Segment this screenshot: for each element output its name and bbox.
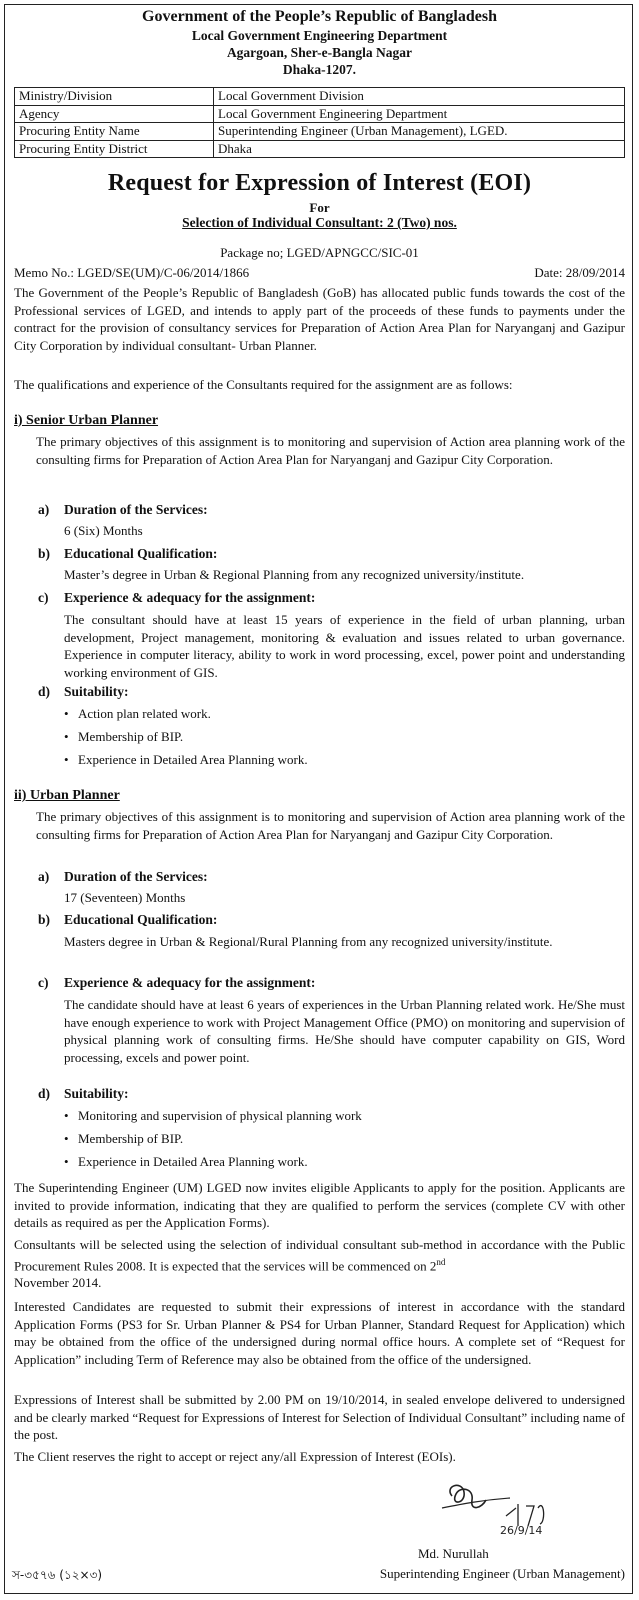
table-value: Local Government Division: [214, 88, 625, 106]
table-row: [15, 105, 625, 123]
section-objective: The primary objectives of this assignment is to monitoring and supervision of Action area planning work of the consulting firms for Preparation of Action Area Plan for Naryanganj and Gazipur City Corporation.: [36, 809, 625, 842]
for-label: For: [309, 200, 330, 215]
item-letter: c): [38, 975, 49, 990]
item-title: Duration of the Services:: [64, 502, 208, 517]
list-item: • Monitoring and supervision of physical planning work: [78, 1108, 362, 1124]
item-title: Experience & adequacy for the assignment:: [64, 590, 316, 605]
footer-code: স-৩৫৭৬ (১২×৩): [12, 1568, 103, 1582]
section-objective: The primary objectives of this assignment is to monitoring and supervision of Action area planning work of the consulting firms for Preparation of Action Area Plan for Naryanganj and Gazipur City Corporation.: [36, 434, 625, 467]
item-text: 6 (Six) Months: [64, 523, 143, 538]
page-title: Request for Expression of Interest (EOI): [107, 170, 532, 196]
header-address: Agargoan, Sher-e-Bangla Nagar: [226, 45, 413, 60]
table-label: Agency: [15, 105, 214, 123]
memo-number: Memo No.: LGED/SE(UM)/C-06/2014/1866: [14, 265, 250, 280]
signatory-designation: Superintending Engineer (Urban Management): [379, 1566, 625, 1581]
item-title: Duration of the Services:: [64, 869, 208, 884]
qualification-intro: The qualifications and experience of the Consultants required for the assignment are as follows:: [14, 377, 513, 392]
list-item: • Experience in Detailed Area Planning work.: [78, 1154, 308, 1170]
item-text: 17 (Seventeen) Months: [64, 890, 186, 905]
section-heading: ii) Urban Planner: [14, 788, 120, 803]
list-item: • Membership of BIP.: [78, 729, 183, 745]
method-paragraph: [14, 1236, 625, 1275]
selection-heading: Selection of Individual Consultant: 2 (Two) nos.: [182, 215, 457, 230]
list-item: • Membership of BIP.: [78, 1131, 183, 1147]
item-text: The candidate should have at least 6 years of experiences in the Urban Planning related work. He/She must have enough experience to work with Project Management Office (PMO) on monitoring and supervision of physical planning work of consulting firms. He/She should have computer capability on GIS, Word processing, excels and power point.: [64, 997, 625, 1065]
package-number: Package no; LGED/APNGCC/SIC-01: [220, 245, 419, 260]
invite-paragraph: The Superintending Engineer (UM) LGED now invites eligible Applicants to apply for the position. Applicants are invited to provide information, indicating that they are qualified to perform the services (complete CV with other details as required as per the Application Forms).: [14, 1180, 625, 1231]
header-government: Government of the People’s Republic of Bangladesh: [142, 8, 497, 25]
procuring-info-table: [14, 87, 625, 158]
table-value: Local Government Engineering Department: [214, 105, 625, 123]
forms-paragraph: Interested Candidates are requested to submit their expressions of interest in accordance with the standard Application Forms (PS3 for Sr. Urban Planner & PS4 for Urban Planner, Standard Request for Application) which may be obtained from the office of the undersigned during normal office hours. A complete set of “Request for Application” including Term of Reference may also be obtained from the office of the undersigned.: [14, 1299, 625, 1367]
table-row: [15, 123, 625, 141]
item-text: Masters degree in Urban & Regional/Rural Planning from any recognized university/institute.: [64, 934, 553, 949]
list-item: • Action plan related work.: [78, 706, 211, 722]
table-value: Dhaka: [214, 140, 625, 158]
method-text: Consultants will be selected using the selection of individual consultant sub-method in accordance with the Public Procurement Rules 2008. It is expected that the services will be commenced on 2: [14, 1237, 625, 1273]
item-title: Educational Qualification:: [64, 912, 218, 927]
table-label: Procuring Entity District: [15, 140, 214, 158]
item-letter: b): [38, 912, 51, 927]
method-superscript: nd: [436, 1256, 446, 1267]
client-paragraph: The Client reserves the right to accept or reject any/all Expression of Interest (EOIs).: [14, 1449, 456, 1464]
header-department: Local Government Engineering Department: [191, 28, 448, 43]
item-letter: a): [38, 502, 50, 517]
item-title: Educational Qualification:: [64, 546, 218, 561]
memo-date: Date: 28/09/2014: [534, 265, 625, 280]
signature-date: 26/9/14: [500, 1524, 543, 1537]
item-letter: d): [38, 1086, 51, 1101]
list-item: • Experience in Detailed Area Planning work.: [78, 752, 308, 768]
item-text: Master’s degree in Urban & Regional Planning from any recognized university/institute.: [64, 567, 525, 582]
item-letter: a): [38, 869, 50, 884]
item-title: Suitability:: [64, 684, 129, 699]
signatory-name: Md. Nurullah: [418, 1546, 489, 1561]
table-row: [15, 88, 625, 106]
item-letter: b): [38, 546, 51, 561]
item-letter: d): [38, 684, 51, 699]
table-row: [15, 140, 625, 158]
method-paragraph-end: November 2014.: [14, 1275, 102, 1290]
item-text: The consultant should have at least 15 years of experience in the field of urban planning, urban development, Project management, monitoring & evaluation and issues related to urban governance. Experience in computer literacy, ability to work in word processing, excel, power point and understanding working environment of GIS.: [64, 612, 625, 680]
submission-paragraph: Expressions of Interest shall be submitted by 2.00 PM on 19/10/2014, in sealed envelope delivered to undersigned and be clearly marked “Request for Expressions of Interest for Selection of Individual Consultant” including name of the post.: [14, 1392, 625, 1443]
item-letter: c): [38, 590, 49, 605]
item-title: Experience & adequacy for the assignment:: [64, 975, 316, 990]
intro-paragraph: The Government of the People’s Republic of Bangladesh (GoB) has allocated public funds towards the cost of the Professional services of LGED, and intends to apply part of the proceeds of these funds to payments under the contract for the provision of consultancy services for Preparation of Action Area Plan for Naryanganj and Gazipur City Corporation by individual consultant- Urban Planner.: [14, 285, 625, 353]
section-heading: i) Senior Urban Planner: [14, 413, 159, 428]
table-label: Procuring Entity Name: [15, 123, 214, 141]
item-title: Suitability:: [64, 1086, 129, 1101]
table-value: Superintending Engineer (Urban Management), LGED.: [214, 123, 625, 141]
table-label: Ministry/Division: [15, 88, 214, 106]
signature-scribble-icon: [422, 1478, 572, 1543]
header-city: Dhaka-1207.: [282, 62, 357, 77]
